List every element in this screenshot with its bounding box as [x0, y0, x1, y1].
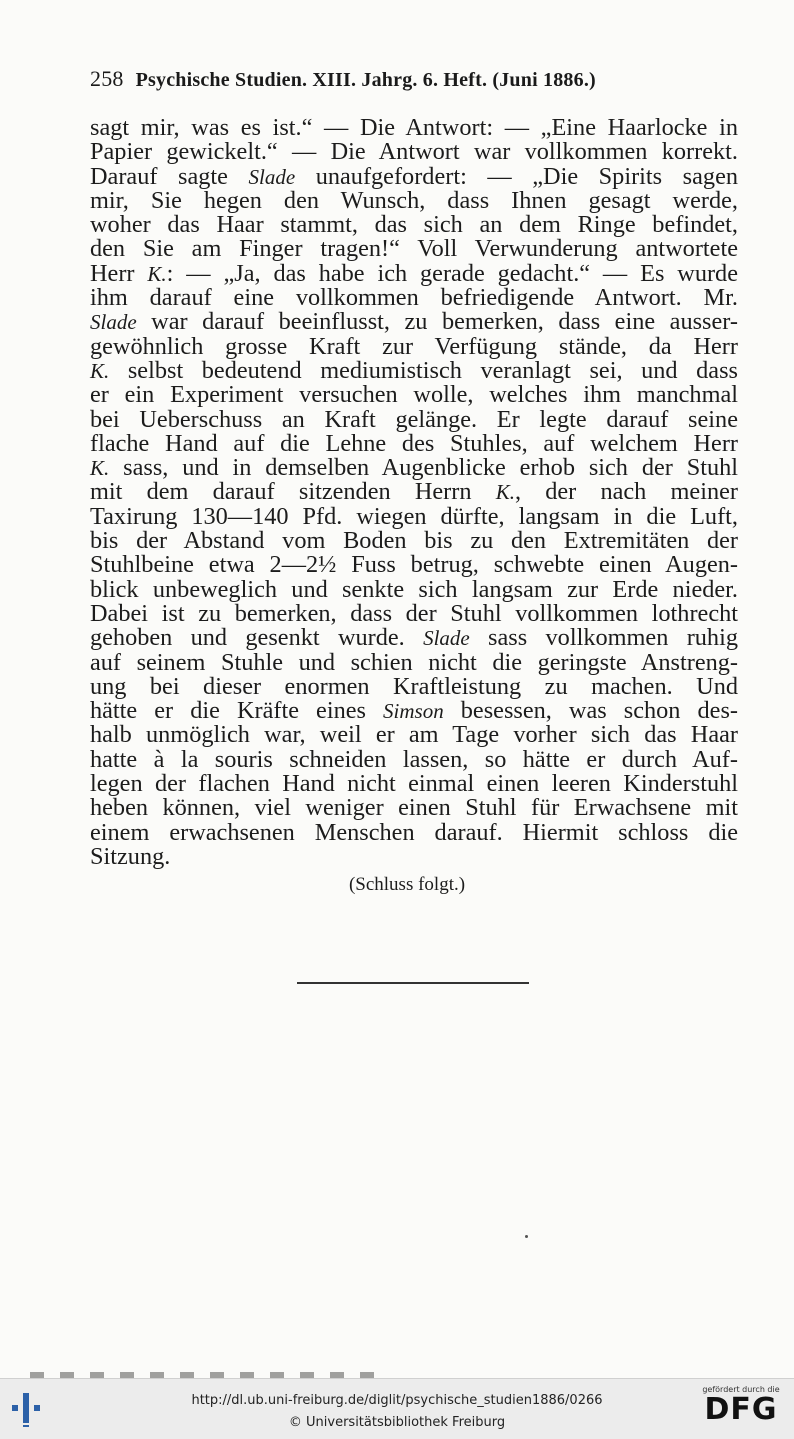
- text-line: [90, 356, 738, 384]
- text-line: [90, 259, 738, 287]
- text-line: [90, 429, 738, 457]
- text-segment: bei Ueberschuss an Kraft gelänge. Er legte darauf seine: [90, 405, 738, 433]
- text-line: [90, 480, 738, 504]
- dfg-logo[interactable]: [698, 1385, 784, 1426]
- text-segment: war darauf beeinflusst, zu bemerken, dass eine ausser-: [136, 308, 738, 336]
- copyright-text: © Universitätsbibliothek Freiburg: [288, 1415, 506, 1430]
- text-line: [90, 599, 738, 627]
- text-segment: heben können, viel weniger einen Stuhl für Erwachsene mit: [90, 794, 738, 822]
- text-line: [90, 818, 738, 846]
- text-line: [90, 310, 738, 334]
- text-segment: Herr: [90, 259, 148, 287]
- text-line: [90, 405, 738, 433]
- digitization-footer: [0, 1378, 794, 1439]
- text-segment: bis der Abstand vom Boden bis zu den Extremitäten der: [90, 527, 738, 555]
- text-segment: Papier gewickelt.“ — Die Antwort war vollkommen korrekt.: [90, 138, 738, 166]
- text-segment: woher das Haar stammt, das sich an dem Ringe befindet,: [90, 211, 738, 239]
- dfg-logo-text: DFG: [704, 1392, 778, 1427]
- text-segment: , der nach meiner: [514, 478, 738, 506]
- text-segment: sagt mir, was es ist.“ — Die Antwort: — „Eine Haarlocke in: [90, 114, 738, 141]
- text-line: [90, 745, 738, 773]
- text-segment: Stuhlbeine etwa 2—2½ Fuss betrug, schwebte einen Augen-: [90, 551, 738, 579]
- text-line: [90, 383, 738, 407]
- text-line: [90, 286, 738, 310]
- running-header: [90, 66, 695, 92]
- page-number: 258: [90, 66, 124, 91]
- text-segment: blick unbeweglich und senkte sich langsam zur Erde nieder.: [90, 575, 738, 603]
- text-line: [90, 553, 738, 577]
- text-segment: Sitzung.: [90, 842, 171, 870]
- text-segment: Taxirung 130—140 Pfd. wiegen dürfte, langsam in die Luft,: [90, 502, 738, 530]
- text-line: [90, 529, 738, 553]
- text-segment: gewöhnlich grosse Kraft zur Verfügung stände, da Herr: [90, 332, 738, 360]
- text-line: [90, 237, 738, 261]
- text-segment: auf seinem Stuhle und schien nicht die geringste Anstreng-: [90, 648, 738, 676]
- text-segment: besessen, was schon des-: [443, 697, 738, 725]
- text-line: [90, 723, 738, 747]
- text-segment: Darauf sagte: [90, 162, 249, 190]
- text-segment: den Sie am Finger tragen!“ Voll Verwunderung antwortete: [90, 235, 738, 263]
- text-segment: hätte er die Kräfte eines: [90, 697, 384, 725]
- text-line: [90, 502, 738, 530]
- text-line: [90, 162, 738, 190]
- text-segment: ihm darauf eine vollkommen befriedigende Antwort. Mr.: [90, 284, 738, 312]
- text-line: [90, 648, 738, 676]
- text-line: [90, 575, 738, 603]
- text-segment: Slade: [90, 310, 137, 335]
- text-line: [90, 116, 738, 140]
- text-line: [90, 842, 738, 870]
- text-segment: unaufgefordert: — „Die Spirits sagen: [295, 162, 738, 190]
- text-segment: hatte à la souris schneiden lassen, so hätte er durch Auf-: [90, 745, 738, 773]
- permalink-url[interactable]: http://dl.ub.uni-freiburg.de/diglit/psychische_studien1886/0266: [191, 1393, 603, 1408]
- section-rule: [297, 982, 529, 984]
- text-segment: Slade: [248, 164, 296, 189]
- text-line: [90, 772, 738, 796]
- text-segment: K.: [147, 261, 167, 286]
- text-line: [90, 626, 738, 650]
- text-segment: flache Hand auf die Lehne des Stuhles, auf welchem Herr: [90, 429, 738, 457]
- text-segment: einem erwachsenen Menschen darauf. Hiermit schloss die: [90, 818, 738, 846]
- text-line: [90, 140, 738, 164]
- journal-title: Psychische Studien. XIII. Jahrg. 6. Heft. (Juni 1886.): [135, 69, 596, 91]
- text-segment: sass vollkommen ruhig: [469, 624, 738, 652]
- text-segment: halb unmöglich war, weil er am Tage vorher sich das Haar: [90, 721, 738, 749]
- text-segment: K.: [90, 358, 110, 383]
- text-line: [90, 796, 738, 820]
- text-segment: K.: [495, 480, 515, 505]
- text-segment: mit dem darauf sitzenden Herrn: [90, 478, 496, 506]
- text-segment: Slade: [423, 626, 470, 651]
- text-segment: gehoben und gesenkt wurde.: [90, 624, 424, 652]
- text-segment: sass, und in demselben Augenblicke erhob sich der Stuhl: [109, 454, 738, 482]
- text-segment: Simson: [383, 699, 444, 724]
- text-line: [90, 213, 738, 237]
- text-segment: Dabei ist zu bemerken, dass der Stuhl vollkommen lothrecht: [90, 599, 738, 627]
- text-line: [90, 699, 738, 723]
- text-line: [90, 186, 738, 214]
- text-segment: er ein Experiment versuchen wolle, welches ihm manchmal: [90, 381, 738, 409]
- text-segment: selbst bedeutend mediumistisch veranlagt sei, und dass: [109, 356, 738, 384]
- text-segment: ung bei dieser enormen Kraftleistung zu machen. Und: [90, 672, 738, 700]
- body-text: [90, 116, 738, 869]
- text-line: [90, 332, 738, 360]
- scan-speck: [525, 1235, 528, 1238]
- text-segment: K.: [90, 456, 110, 481]
- dfg-tagline: gefördert durch die: [702, 1385, 780, 1394]
- text-segment: legen der flachen Hand nicht einmal einen leeren Kinderstuhl: [90, 770, 738, 798]
- closing-note: (Schluss folgt.): [348, 874, 466, 895]
- text-segment: mir, Sie hegen den Wunsch, dass Ihnen gesagt werde,: [90, 186, 738, 214]
- text-line: [90, 672, 738, 700]
- text-segment: : — „Ja, das habe ich gerade gedacht.“ — Es wurde: [166, 259, 738, 287]
- text-line: [90, 456, 738, 480]
